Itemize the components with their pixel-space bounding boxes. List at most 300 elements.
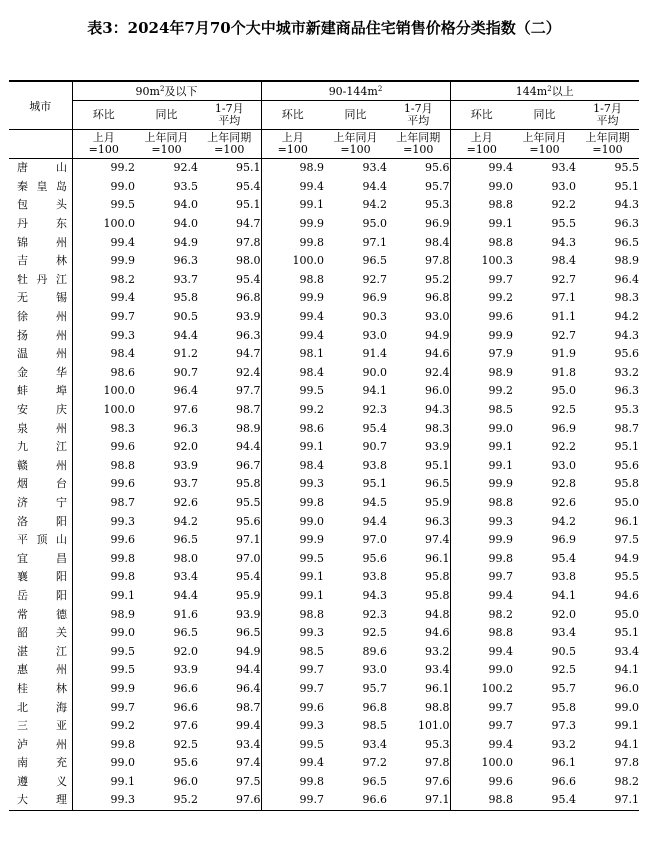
value-cell: 97.8 (387, 754, 450, 773)
value-cell: 97.9 (488, 347, 513, 361)
value-cell: 99.1 (614, 719, 639, 733)
city-cell: 包头 (9, 196, 72, 215)
value-cell: 95.4 (198, 568, 261, 587)
value-cell: 99.4 (198, 717, 261, 736)
value-cell: 99.0 (110, 626, 135, 640)
value-cell: 98.7 (110, 495, 135, 509)
value-cell: 96.5 (387, 475, 450, 494)
value-cell: 96.5 (173, 626, 198, 640)
value-cell: 93.4 (324, 159, 387, 178)
value-cell: 91.6 (173, 607, 198, 621)
value-cell: 94.2 (173, 514, 198, 528)
value-cell: 94.3 (362, 588, 387, 602)
value-cell: 99.7 (299, 663, 324, 677)
value-cell: 96.5 (362, 254, 387, 268)
table-row (9, 401, 639, 420)
value-cell: 98.2 (488, 607, 513, 621)
value-cell: 99.7 (488, 719, 513, 733)
value-cell: 100.0 (103, 217, 135, 231)
base-header: 上年同期 =100 (387, 130, 450, 159)
city-cell: 蚌埠 (9, 382, 72, 401)
value-cell: 93.9 (387, 438, 450, 457)
value-cell: 98.8 (488, 626, 513, 640)
value-cell: 94.4 (198, 438, 261, 457)
value-cell: 95.4 (551, 551, 576, 565)
value-cell: 94.3 (614, 198, 639, 212)
table-row (9, 680, 639, 699)
value-cell: 96.3 (614, 384, 639, 398)
value-cell: 98.9 (614, 254, 639, 268)
value-cell: 94.9 (173, 235, 198, 249)
value-cell: 98.2 (614, 774, 639, 788)
value-cell: 99.0 (110, 756, 135, 770)
city-cell: 泸州 (9, 735, 72, 754)
value-cell: 95.8 (387, 587, 450, 606)
value-cell: 97.7 (198, 382, 261, 401)
base-header: 上年同期 =100 (576, 130, 639, 159)
value-cell: 94.6 (614, 588, 639, 602)
value-cell: 92.2 (551, 440, 576, 454)
value-cell: 96.1 (387, 680, 450, 699)
value-cell: 95.3 (387, 735, 450, 754)
city-column-header: 城市 (9, 81, 72, 130)
value-cell: 96.1 (387, 549, 450, 568)
value-cell: 92.6 (551, 495, 576, 509)
value-cell: 97.6 (173, 403, 198, 417)
value-cell: 99.1 (299, 570, 324, 584)
value-cell: 99.3 (299, 719, 324, 733)
value-cell: 95.9 (387, 494, 450, 513)
value-cell: 95.7 (387, 178, 450, 197)
value-cell: 98.9 (488, 365, 513, 379)
value-cell: 92.4 (387, 364, 450, 383)
value-cell: 95.0 (614, 495, 639, 509)
group-header-medium: $90-144m^2$ (261, 81, 450, 101)
value-cell: 97.8 (614, 756, 639, 770)
value-cell: 92.4 (135, 159, 198, 178)
value-cell: 95.4 (198, 271, 261, 290)
value-cell: 91.2 (173, 347, 198, 361)
value-cell: 90.7 (362, 440, 387, 454)
value-cell: 92.0 (173, 644, 198, 658)
value-cell: 98.3 (387, 419, 450, 438)
value-cell: 98.9 (261, 159, 324, 178)
value-cell: 99.5 (110, 644, 135, 658)
value-cell: 99.3 (299, 626, 324, 640)
value-cell: 92.2 (551, 198, 576, 212)
value-cell: 96.3 (198, 326, 261, 345)
value-cell: 97.8 (198, 233, 261, 252)
city-cell: 三亚 (9, 717, 72, 736)
table-row (9, 252, 639, 271)
value-cell: 99.4 (110, 235, 135, 249)
city-cell: 襄阳 (9, 568, 72, 587)
value-cell: 96.1 (551, 756, 576, 770)
table-row (9, 382, 639, 401)
city-cell: 南充 (9, 754, 72, 773)
city-base-header (9, 130, 72, 159)
value-cell: 95.3 (387, 196, 450, 215)
value-cell: 90.5 (551, 644, 576, 658)
value-cell: 95.2 (135, 791, 198, 810)
value-cell: 99.1 (488, 217, 513, 231)
value-cell: 92.5 (551, 403, 576, 417)
value-cell: 95.6 (614, 347, 639, 361)
value-cell: 94.2 (362, 198, 387, 212)
value-cell: 99.4 (299, 756, 324, 770)
value-cell: 99.0 (110, 179, 135, 193)
value-cell: 95.7 (551, 681, 576, 695)
value-cell: 98.5 (299, 644, 324, 658)
table-row (9, 717, 639, 736)
value-cell: 95.0 (551, 384, 576, 398)
value-cell: 96.6 (173, 700, 198, 714)
city-cell: 惠州 (9, 661, 72, 680)
value-cell: 96.5 (362, 774, 387, 788)
value-cell: 99.8 (110, 737, 135, 751)
value-cell: 99.1 (488, 458, 513, 472)
value-cell: 99.2 (488, 291, 513, 305)
table-row (9, 457, 639, 476)
subcol-header: 1-7月 平均 (387, 101, 450, 130)
value-cell: 95.0 (614, 607, 639, 621)
value-cell: 99.1 (299, 198, 324, 212)
value-cell: 97.4 (198, 754, 261, 773)
value-cell: 96.9 (362, 291, 387, 305)
value-cell: 94.2 (614, 310, 639, 324)
value-cell: 97.1 (551, 291, 576, 305)
value-cell: 97.0 (198, 549, 261, 568)
city-cell: 湛江 (9, 642, 72, 661)
city-cell: 北海 (9, 698, 72, 717)
value-cell: 98.8 (299, 607, 324, 621)
value-cell: 97.6 (173, 719, 198, 733)
value-cell: 94.7 (198, 345, 261, 364)
value-cell: 95.8 (198, 475, 261, 494)
value-cell: 96.0 (614, 681, 639, 695)
city-cell: 桂林 (9, 680, 72, 699)
value-cell: 94.1 (614, 737, 639, 751)
value-cell: 99.3 (110, 514, 135, 528)
value-cell: 99.2 (299, 403, 324, 417)
value-cell: 96.3 (387, 512, 450, 531)
value-cell: 99.8 (299, 495, 324, 509)
value-cell: 92.3 (362, 607, 387, 621)
value-cell: 99.0 (614, 700, 639, 714)
value-cell: 96.5 (614, 235, 639, 249)
table-row (9, 605, 639, 624)
value-cell: 95.8 (173, 291, 198, 305)
value-cell: 93.0 (551, 458, 576, 472)
value-cell: 95.1 (387, 457, 450, 476)
table-row (9, 196, 639, 215)
value-cell: 99.9 (299, 217, 324, 231)
table-row (9, 233, 639, 252)
city-cell: 韶关 (9, 624, 72, 643)
value-cell: 93.9 (173, 663, 198, 677)
value-cell: 95.1 (362, 477, 387, 491)
base-header: 上月 =100 (261, 130, 324, 159)
value-cell: 96.1 (614, 514, 639, 528)
value-cell: 99.9 (488, 477, 513, 491)
value-cell: 93.4 (614, 644, 639, 658)
table-row (9, 698, 639, 717)
value-cell: 93.9 (198, 308, 261, 327)
value-cell: 95.5 (614, 570, 639, 584)
value-cell: 92.5 (551, 663, 576, 677)
value-cell: 94.0 (173, 198, 198, 212)
value-cell: 98.9 (198, 419, 261, 438)
value-cell: 92.5 (362, 626, 387, 640)
value-cell: 94.6 (387, 345, 450, 364)
value-cell: 99.1 (488, 440, 513, 454)
value-cell: 96.4 (173, 384, 198, 398)
value-cell: 97.1 (576, 791, 639, 810)
value-cell: 95.6 (387, 159, 450, 178)
value-cell: 99.9 (110, 254, 135, 268)
table-row (9, 271, 639, 290)
value-cell: 92.3 (362, 403, 387, 417)
base-header: 上月 =100 (450, 130, 513, 159)
value-cell: 95.6 (614, 458, 639, 472)
value-cell: 91.9 (551, 347, 576, 361)
value-cell: 91.8 (551, 365, 576, 379)
value-cell: 91.1 (551, 310, 576, 324)
value-cell: 95.1 (198, 159, 261, 178)
value-cell: 93.5 (173, 179, 198, 193)
table-row (9, 494, 639, 513)
value-cell: 99.1 (110, 588, 135, 602)
value-cell: 99.3 (72, 791, 135, 810)
value-cell: 99.5 (299, 737, 324, 751)
value-cell: 97.3 (551, 719, 576, 733)
value-cell: 95.1 (614, 179, 639, 193)
value-cell: 99.2 (488, 384, 513, 398)
value-cell: 98.8 (488, 198, 513, 212)
value-cell: 97.1 (362, 235, 387, 249)
value-cell: 93.0 (551, 179, 576, 193)
value-cell: 99.9 (488, 533, 513, 547)
value-cell: 96.0 (387, 382, 450, 401)
value-cell: 98.0 (173, 551, 198, 565)
city-cell: 遵义 (9, 773, 72, 792)
value-cell: 98.8 (110, 458, 135, 472)
table-title: 表3：2024年7月70个大中城市新建商品住宅销售价格分类指数（二） (87, 19, 561, 37)
city-cell: 赣州 (9, 457, 72, 476)
value-cell: 99.6 (488, 310, 513, 324)
value-cell: 99.7 (488, 570, 513, 584)
table-row (9, 289, 639, 308)
value-cell: 96.8 (198, 289, 261, 308)
value-cell: 94.1 (614, 663, 639, 677)
value-cell: 96.4 (198, 680, 261, 699)
table-row (9, 438, 639, 457)
value-cell: 99.5 (299, 384, 324, 398)
value-cell: 95.4 (362, 421, 387, 435)
city-cell: 宜昌 (9, 549, 72, 568)
value-cell: 95.6 (362, 551, 387, 565)
subcol-header: 同比 (344, 108, 367, 121)
value-cell: 95.0 (362, 217, 387, 231)
value-cell: 93.0 (387, 308, 450, 327)
value-cell: 100.0 (292, 254, 324, 268)
value-cell: 94.0 (173, 217, 198, 231)
value-cell: 99.9 (299, 291, 324, 305)
value-cell: 96.8 (387, 289, 450, 308)
value-cell: 94.3 (551, 235, 576, 249)
value-cell: 98.3 (614, 291, 639, 305)
value-cell: 99.6 (110, 477, 135, 491)
value-cell: 93.2 (551, 737, 576, 751)
city-cell: 烟台 (9, 475, 72, 494)
value-cell: 98.8 (488, 235, 513, 249)
table-row (9, 568, 639, 587)
value-cell: 96.6 (173, 681, 198, 695)
value-cell: 92.0 (173, 440, 198, 454)
value-cell: 96.4 (614, 272, 639, 286)
value-cell: 95.3 (614, 403, 639, 417)
subcol-header: 同比 (155, 108, 178, 121)
value-cell: 94.3 (614, 328, 639, 342)
value-cell: 93.4 (513, 159, 576, 178)
city-cell: 安庆 (9, 401, 72, 420)
value-cell: 95.1 (614, 626, 639, 640)
value-cell: 98.4 (551, 254, 576, 268)
value-cell: 95.8 (551, 700, 576, 714)
table-row (9, 642, 639, 661)
value-cell: 90.5 (173, 310, 198, 324)
value-cell: 100.0 (481, 756, 513, 770)
value-cell: 92.0 (551, 607, 576, 621)
value-cell: 98.1 (299, 347, 324, 361)
value-cell: 98.8 (488, 495, 513, 509)
value-cell: 100.0 (103, 403, 135, 417)
value-cell: 92.4 (198, 364, 261, 383)
value-cell: 95.5 (551, 217, 576, 231)
value-cell: 99.3 (110, 328, 135, 342)
value-cell: 97.5 (614, 533, 639, 547)
value-cell: 94.1 (362, 384, 387, 398)
value-cell: 91.4 (362, 347, 387, 361)
base-header: 上月 =100 (72, 130, 135, 159)
city-cell: 岳阳 (9, 587, 72, 606)
table-row (9, 587, 639, 606)
base-header: 上年同月 =100 (135, 130, 198, 159)
value-cell: 98.5 (488, 403, 513, 417)
value-cell: 99.4 (299, 328, 324, 342)
value-cell: 95.6 (198, 512, 261, 531)
value-cell: 98.6 (299, 421, 324, 435)
value-cell: 98.8 (299, 272, 324, 286)
value-cell: 95.9 (198, 587, 261, 606)
value-cell: 99.0 (488, 179, 513, 193)
value-cell: 97.2 (362, 756, 387, 770)
value-cell: 99.5 (110, 663, 135, 677)
value-cell: 99.1 (110, 774, 135, 788)
value-cell: 93.2 (387, 642, 450, 661)
value-cell: 94.4 (198, 661, 261, 680)
value-cell: 99.0 (488, 421, 513, 435)
value-cell: 97.5 (198, 773, 261, 792)
value-cell: 98.2 (110, 272, 135, 286)
value-cell: 98.3 (110, 421, 135, 435)
value-cell: 90.0 (362, 365, 387, 379)
table-row (9, 308, 639, 327)
table-row (9, 773, 639, 792)
table-row (9, 512, 639, 531)
group-header-small: $90m^2$及以下 (72, 81, 261, 101)
value-cell: 95.4 (513, 791, 576, 810)
value-cell: 94.9 (198, 642, 261, 661)
value-cell: 99.8 (299, 235, 324, 249)
value-cell: 98.9 (110, 607, 135, 621)
city-cell: 济宁 (9, 494, 72, 513)
value-cell: 95.4 (198, 178, 261, 197)
value-cell: 96.3 (614, 217, 639, 231)
value-cell: 97.6 (387, 773, 450, 792)
value-cell: 92.8 (551, 477, 576, 491)
value-cell: 95.1 (614, 440, 639, 454)
value-cell: 93.4 (362, 737, 387, 751)
city-cell: 锦州 (9, 233, 72, 252)
table-row (9, 754, 639, 773)
value-cell: 97.1 (387, 791, 450, 810)
value-cell: 93.9 (198, 605, 261, 624)
table-row (9, 624, 639, 643)
value-cell: 99.8 (299, 774, 324, 788)
value-cell: 98.4 (387, 233, 450, 252)
table-row (9, 178, 639, 197)
value-cell: 93.7 (173, 272, 198, 286)
city-cell: 牡丹江 (9, 271, 72, 290)
value-cell: 94.9 (614, 551, 639, 565)
value-cell: 95.7 (362, 681, 387, 695)
value-cell: 99.5 (110, 198, 135, 212)
value-cell: 93.4 (551, 626, 576, 640)
value-cell: 89.6 (362, 644, 387, 658)
value-cell: 99.2 (72, 159, 135, 178)
value-cell: 96.5 (198, 624, 261, 643)
value-cell: 94.4 (362, 179, 387, 193)
table-row (9, 364, 639, 383)
value-cell: 96.6 (324, 791, 387, 810)
value-cell: 92.7 (362, 272, 387, 286)
value-cell: 98.8 (387, 698, 450, 717)
value-cell: 99.4 (299, 179, 324, 193)
table-row (9, 159, 639, 178)
value-cell: 95.8 (614, 477, 639, 491)
value-cell: 99.6 (110, 440, 135, 454)
value-cell: 94.4 (173, 328, 198, 342)
value-cell: 94.4 (173, 588, 198, 602)
value-cell: 101.0 (387, 717, 450, 736)
base-header: 上年同月 =100 (324, 130, 387, 159)
value-cell: 99.8 (488, 551, 513, 565)
value-cell: 99.6 (488, 774, 513, 788)
value-cell: 99.2 (110, 719, 135, 733)
city-cell: 秦皇岛 (9, 178, 72, 197)
city-cell: 大理 (9, 791, 72, 810)
value-cell: 95.2 (387, 271, 450, 290)
subcol-header: 同比 (533, 108, 556, 121)
value-cell: 96.0 (173, 774, 198, 788)
value-cell: 93.2 (614, 365, 639, 379)
value-cell: 99.7 (110, 700, 135, 714)
city-cell: 泉州 (9, 419, 72, 438)
value-cell: 93.0 (362, 663, 387, 677)
value-cell: 98.4 (110, 347, 135, 361)
value-cell: 98.5 (362, 719, 387, 733)
